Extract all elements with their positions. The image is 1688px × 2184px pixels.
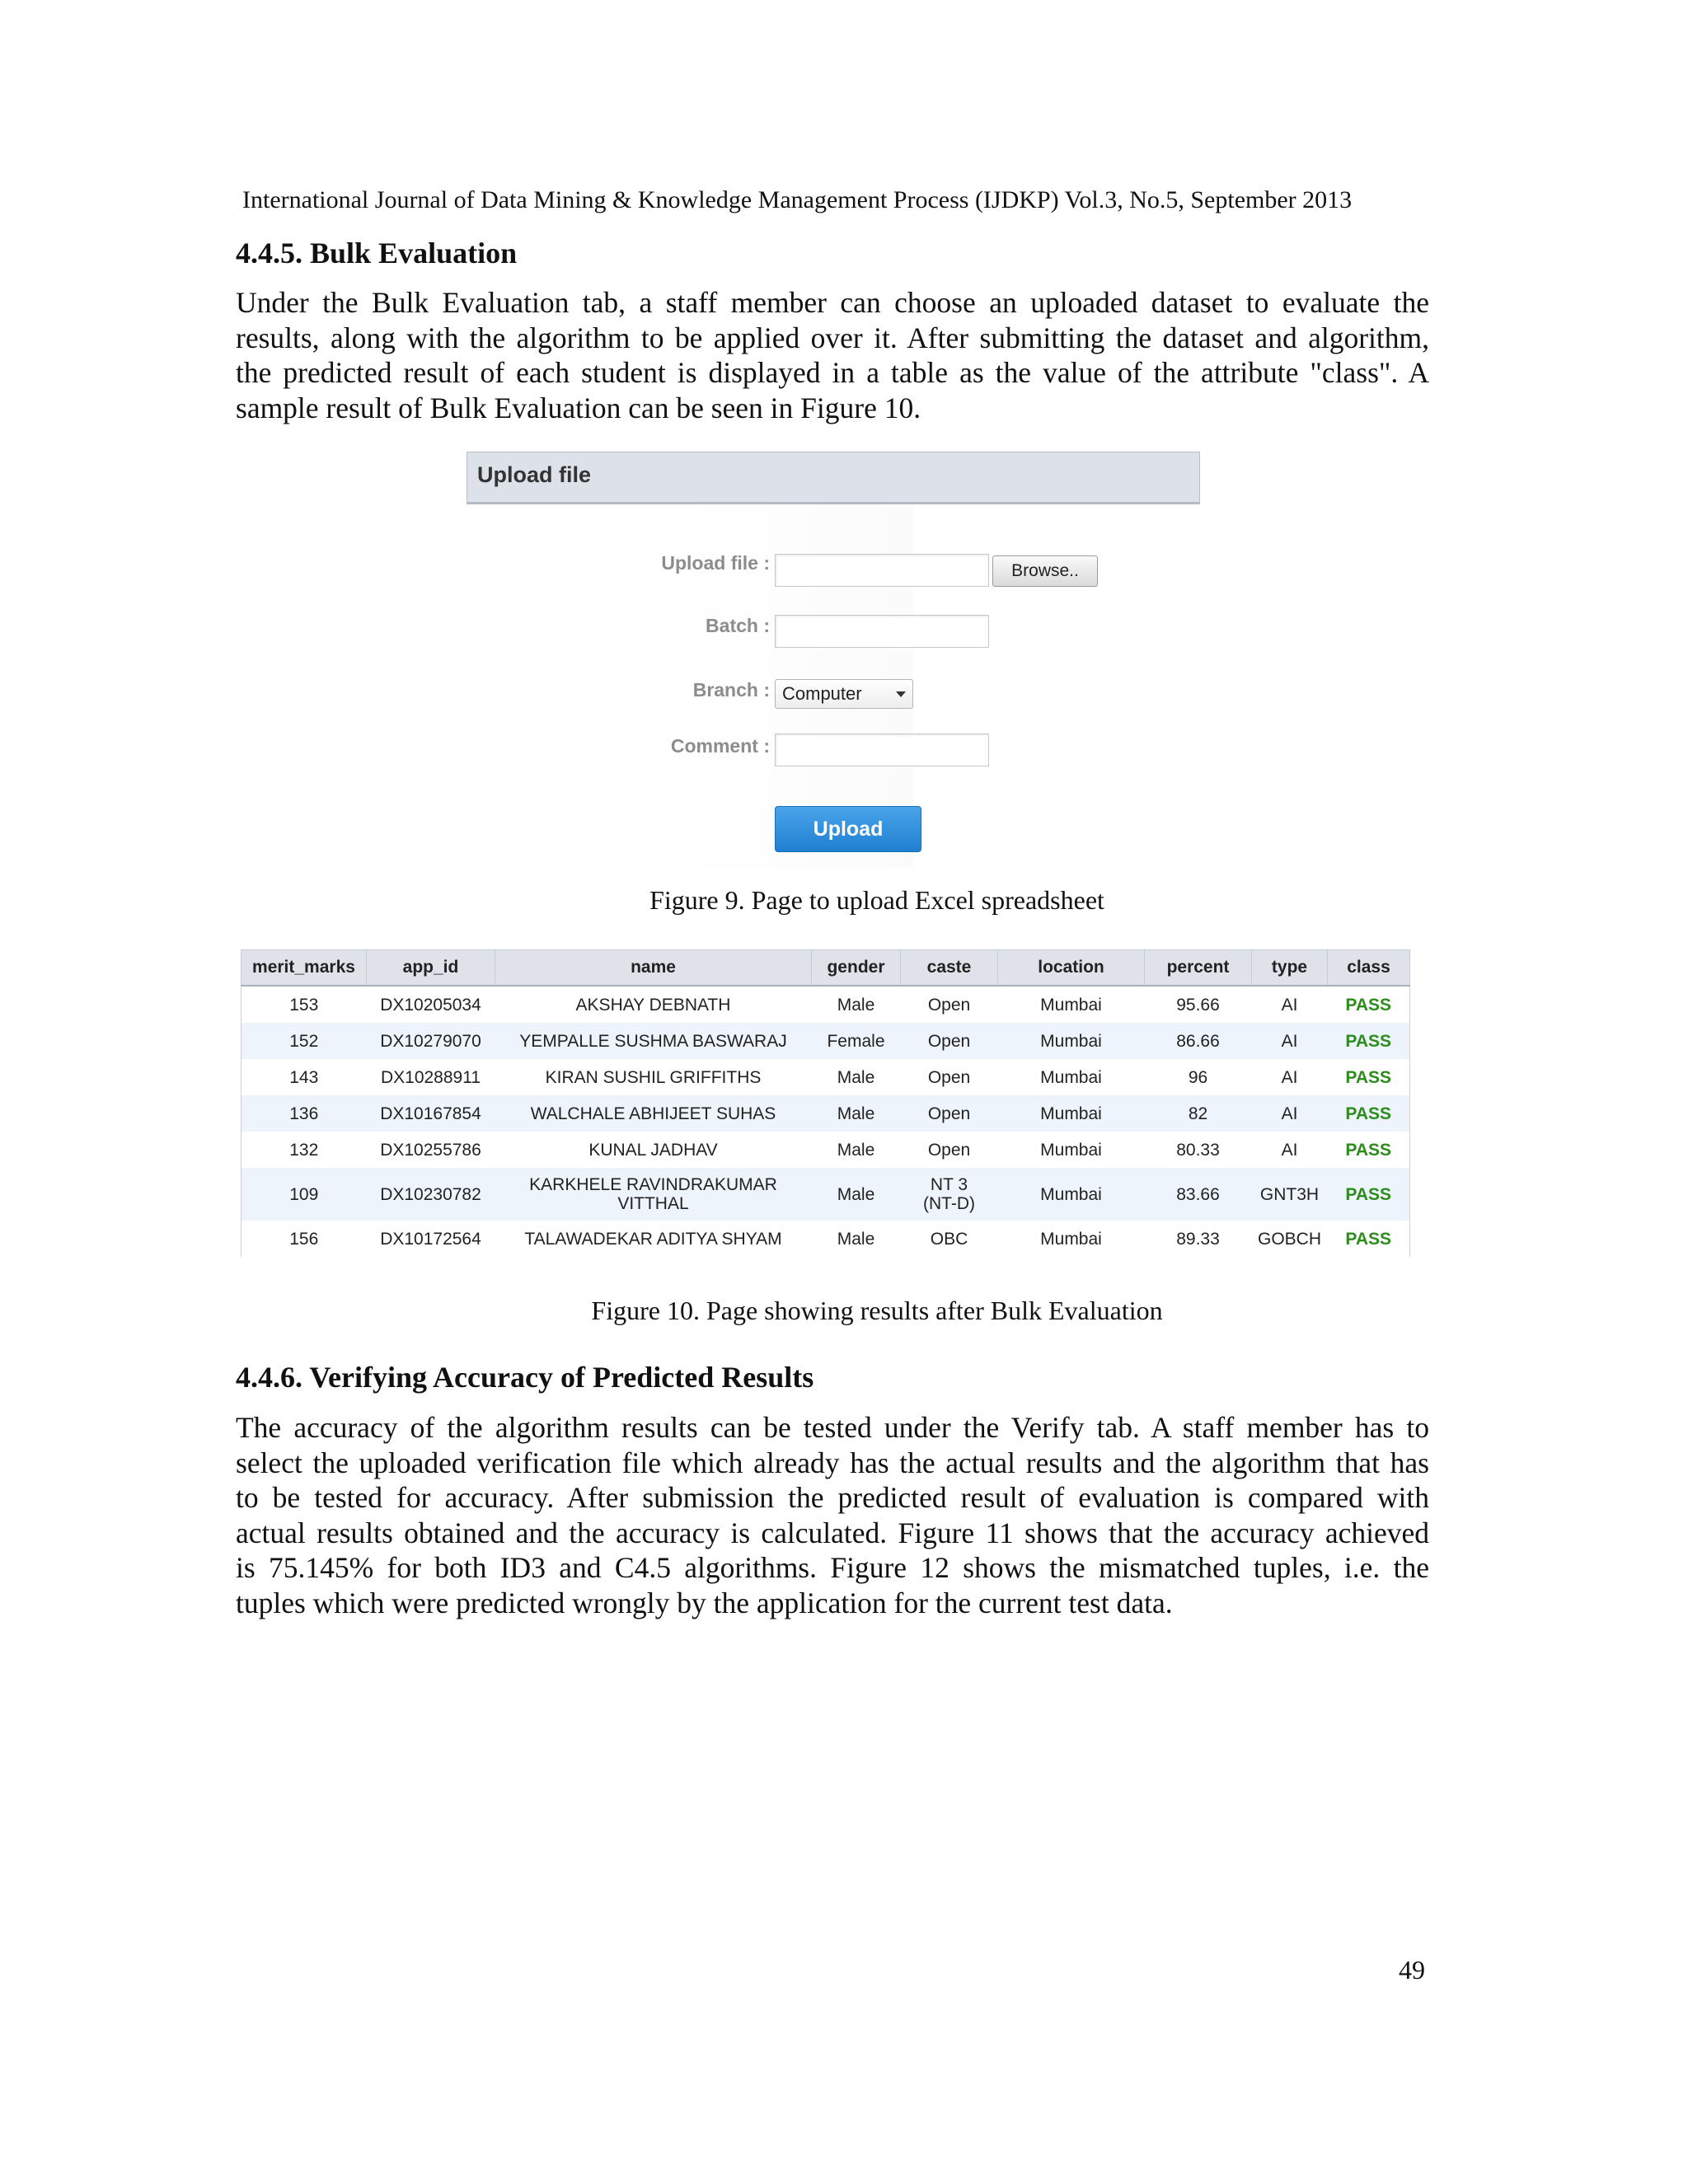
column-header-caste[interactable]: caste — [901, 950, 998, 987]
cell-class: PASS — [1328, 1221, 1410, 1257]
section-heading-bulk-evaluation: 4.4.5. Bulk Evaluation — [236, 237, 518, 269]
table-row — [241, 1095, 1410, 1132]
cell-percent: 83.66 — [1145, 1168, 1252, 1221]
page-number: 49 — [1399, 1955, 1425, 1985]
branch-select[interactable] — [775, 679, 913, 709]
cell-name: KUNAL JADHAV — [588, 1140, 718, 1160]
cell-location: Mumbai — [998, 1168, 1145, 1221]
cell-name: TALAWADEKAR ADITYA SHYAM — [524, 1229, 782, 1249]
cell-caste: Open — [901, 1023, 998, 1059]
cell-app-id: DX10288911 — [380, 1067, 481, 1087]
paragraph-line: actual results obtained and the accuracy is calculated. Figure 11 shows that the accuracy achieved — [236, 1516, 1429, 1549]
browse-button[interactable]: Browse.. — [992, 555, 1098, 587]
figure-9-upload-form — [467, 452, 1200, 864]
cell-location: Mumbai — [1040, 1067, 1102, 1087]
table-header-row — [241, 950, 1410, 987]
comment-input[interactable] — [775, 733, 989, 766]
upload-file-label: Upload file : — [661, 552, 770, 574]
cell-gender: Male — [812, 1168, 901, 1221]
table-row — [241, 1059, 1410, 1095]
cell-merit-marks: 153 — [241, 986, 367, 1023]
cell-gender: Male — [837, 1140, 875, 1160]
paragraph-line: to be tested for accuracy. After submission the predicted result of evaluation is compared with — [236, 1481, 1429, 1514]
paragraph-line: select the uploaded verification file which already has the actual results and the algorithm that has — [236, 1446, 1429, 1479]
cell-name: KARKHELE RAVINDRAKUMAR VITTHAL — [495, 1168, 812, 1221]
chevron-down-icon — [896, 691, 906, 697]
column-header-app-id[interactable]: app_id — [367, 950, 495, 987]
cell-gender: Female — [812, 1023, 901, 1059]
paragraph-line: the predicted result of each student is displayed in a table as the value of the attribute "class". A — [236, 356, 1429, 389]
cell-merit-marks: 156 — [241, 1221, 367, 1257]
cell-name: AKSHAY DEBNATH — [575, 995, 731, 1015]
cell-caste: Open — [901, 1095, 998, 1132]
cell-merit-marks: 132 — [241, 1132, 367, 1168]
cell-type: AI — [1281, 995, 1298, 1015]
cell-percent: 95.66 — [1176, 995, 1220, 1015]
cell-caste: Open — [927, 1067, 971, 1087]
cell-location: Mumbai — [998, 1095, 1145, 1132]
cell-gender: Male — [837, 995, 875, 1015]
table-row — [241, 1023, 1410, 1059]
paragraph-line: tuples which were predicted wrongly by the application for the current test data. — [236, 1586, 1173, 1619]
cell-type: AI — [1252, 1095, 1328, 1132]
table-row — [241, 1221, 1410, 1257]
upload-file-input[interactable] — [775, 554, 989, 587]
table-row — [241, 986, 1410, 1023]
paragraph-line: Under the Bulk Evaluation tab, a staff member can choose an uploaded dataset to evaluate the — [236, 286, 1429, 319]
cell-class: PASS — [1328, 1095, 1410, 1132]
paragraph-line: results, along with the algorithm to be applied over it. After submitting the dataset and algorithm, — [236, 321, 1429, 354]
cell-caste: NT 3 (NT-D) — [901, 1168, 998, 1221]
cell-class: PASS — [1328, 1132, 1410, 1168]
running-header: International Journal of Data Mining & Knowledge Management Process (IJDKP) Vol.3, No.5, September 2013 — [242, 186, 1353, 213]
cell-merit-marks: 136 — [241, 1095, 367, 1132]
cell-type: AI — [1281, 1067, 1298, 1087]
upload-panel-title: Upload file — [477, 462, 592, 487]
cell-type: AI — [1252, 1023, 1328, 1059]
cell-merit-marks: 143 — [241, 1059, 367, 1095]
table-row — [241, 1168, 1410, 1221]
cell-class: PASS — [1328, 986, 1410, 1023]
cell-percent: 80.33 — [1176, 1140, 1220, 1160]
branch-label: Branch : — [692, 679, 770, 701]
column-header-percent[interactable]: percent — [1145, 950, 1252, 987]
cell-percent: 82 — [1145, 1095, 1252, 1132]
cell-app-id: DX10205034 — [380, 995, 481, 1015]
cell-percent: 89.33 — [1176, 1229, 1220, 1249]
paragraph-bulk-evaluation — [236, 285, 1429, 425]
cell-name: KIRAN SUSHIL GRIFFITHS — [545, 1067, 762, 1087]
cell-app-id: DX10279070 — [367, 1023, 495, 1059]
cell-class: PASS — [1328, 1023, 1410, 1059]
cell-percent: 86.66 — [1145, 1023, 1252, 1059]
upload-panel-header — [467, 452, 1200, 504]
column-header-gender[interactable]: gender — [812, 950, 901, 987]
table-row — [241, 1132, 1410, 1168]
batch-label: Batch : — [706, 615, 770, 636]
column-header-name[interactable]: name — [495, 950, 812, 987]
cell-caste: Open — [927, 1140, 971, 1160]
cell-gender: Male — [837, 1067, 875, 1087]
cell-caste: OBC — [930, 1229, 968, 1249]
figure-9-caption: Figure 9. Page to upload Excel spreadsheet — [649, 885, 1104, 915]
branch-selected-value: Computer — [782, 683, 862, 704]
column-header-type[interactable]: type — [1252, 950, 1328, 987]
batch-input[interactable] — [775, 615, 989, 648]
cell-merit-marks: 152 — [241, 1023, 367, 1059]
cell-app-id: DX10172564 — [380, 1229, 481, 1249]
cell-gender: Male — [812, 1095, 901, 1132]
column-header-location[interactable]: location — [998, 950, 1145, 987]
cell-location: Mumbai — [998, 1023, 1145, 1059]
cell-name: WALCHALE ABHIJEET SUHAS — [495, 1095, 812, 1132]
cell-type: AI — [1281, 1140, 1298, 1160]
upload-button[interactable]: Upload — [775, 806, 921, 852]
cell-location: Mumbai — [1040, 1229, 1102, 1249]
cell-class: PASS — [1328, 1168, 1410, 1221]
cell-merit-marks: 109 — [241, 1168, 367, 1221]
paragraph-line: is 75.145% for both ID3 and C4.5 algorithms. Figure 12 shows the mismatched tuples, i.e. the — [236, 1551, 1429, 1584]
section-heading-verifying-accuracy: 4.4.6. Verifying Accuracy of Predicted Results — [236, 1361, 814, 1394]
column-header-merit-marks[interactable]: merit_marks — [241, 950, 367, 987]
cell-app-id: DX10167854 — [367, 1095, 495, 1132]
figure-10-caption: Figure 10. Page showing results after Bulk Evaluation — [591, 1296, 1163, 1325]
cell-location: Mumbai — [1040, 1140, 1102, 1160]
cell-caste: Open — [927, 995, 971, 1015]
cell-gender: Male — [837, 1229, 875, 1249]
paragraph-line: sample result of Bulk Evaluation can be seen in Figure 10. — [236, 391, 921, 424]
cell-app-id: DX10230782 — [367, 1168, 495, 1221]
cell-type: GOBCH — [1257, 1229, 1321, 1249]
cell-class: PASS — [1328, 1059, 1410, 1095]
cell-type: GNT3H — [1252, 1168, 1328, 1221]
figure-10-results-table — [241, 949, 1409, 1257]
cell-app-id: DX10255786 — [380, 1140, 481, 1160]
column-header-class[interactable]: class — [1328, 950, 1410, 987]
cell-name: YEMPALLE SUSHMA BASWARAJ — [495, 1023, 812, 1059]
paragraph-line: The accuracy of the algorithm results can be tested under the Verify tab. A staff member has to — [236, 1411, 1429, 1444]
cell-location: Mumbai — [1040, 995, 1102, 1015]
paragraph-verifying-accuracy — [236, 1410, 1429, 1620]
cell-percent: 96 — [1188, 1067, 1208, 1087]
comment-label: Comment : — [670, 735, 770, 757]
